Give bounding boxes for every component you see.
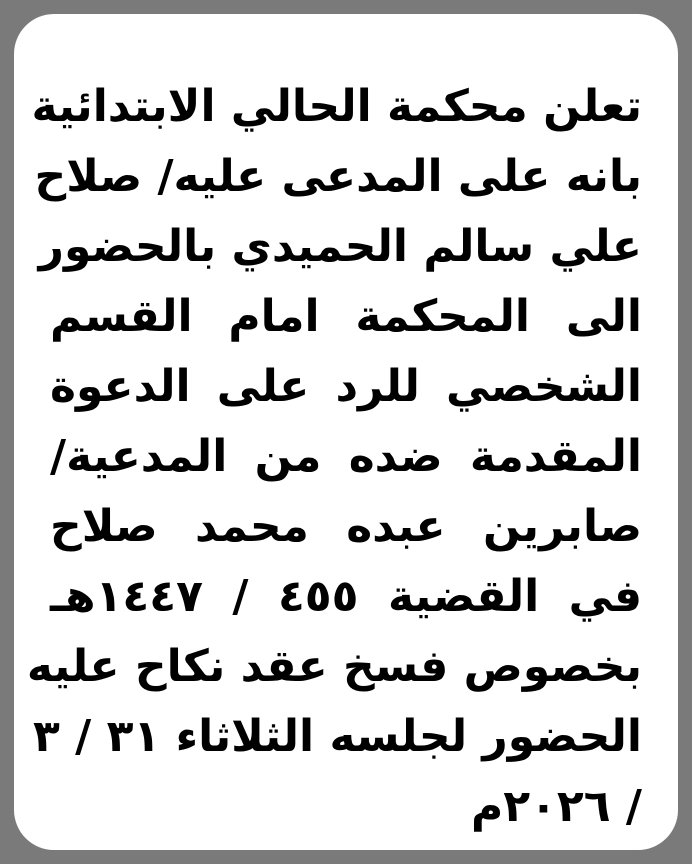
notice-line: / ٢٠٢٦م xyxy=(470,781,642,832)
notice-line: صابرين عبده محمد صلاح xyxy=(50,501,642,552)
notice-card xyxy=(14,14,678,850)
notice-line: المقدمة ضده من المدعية/ xyxy=(50,431,642,482)
notice-body xyxy=(26,72,642,842)
notice-line: الشخصي للرد على الدعوة xyxy=(50,361,642,412)
notice-line: الى المحكمة امام القسم xyxy=(50,291,642,342)
notice-line: بخصوص فسخ عقد نكاح عليه xyxy=(26,641,642,692)
notice-line: الحضور لجلسه الثلاثاء ٣١ / ٣ xyxy=(33,711,642,762)
notice-line: في القضية ٤٥٥ / ١٤٤٧هـ xyxy=(50,571,642,622)
notice-line: تعلن محكمة الحالي الابتدائية xyxy=(31,81,642,132)
notice-line: بانه على المدعى عليه/ صلاح xyxy=(34,151,642,202)
notice-line: علي سالم الحميدي بالحضور xyxy=(38,221,642,272)
